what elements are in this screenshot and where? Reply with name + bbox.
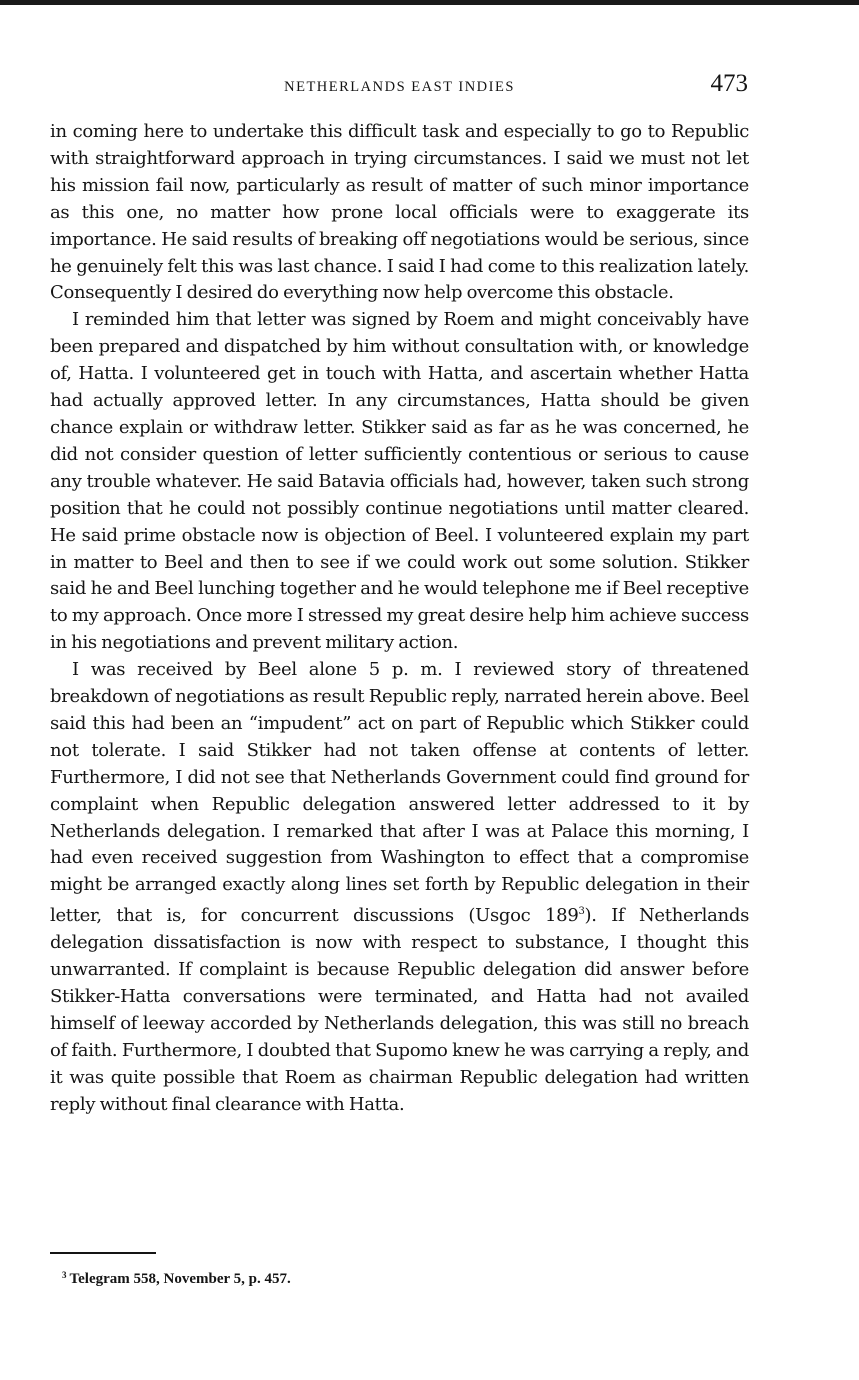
footnote-reference: 3 [578, 906, 585, 918]
paragraph-3 [50, 657, 749, 1118]
footnote-rule [50, 1252, 156, 1254]
running-title: NETHERLANDS EAST INDIES [284, 79, 515, 95]
page-top-border [0, 0, 859, 5]
body-text [50, 119, 749, 1119]
running-head [50, 70, 749, 104]
footnote [62, 1270, 291, 1288]
paragraph-3-continuation: ). If Netherlands delegation dissatisfaction is now with respect to substance, I thought this unwarranted. If complaint is because Republic delegation did answer before Stikker-Hatta conversations were terminated, and Hatta had not availed himself of leeway accorded by Netherlands delegation, this was still no breach of faith. Furthermore, I doubted that Supomo knew he was carrying a reply, and it was quite possible that Roem as chairman Republic delegation had written reply without final clearance with Hatta. [50, 905, 750, 1115]
paragraph-3-text: I was received by Beel alone 5 p. m. I reviewed story of threatened breakdown of negotiations as result Republic reply, narrated herein above. Beel said this had been an “impudent” act on part of Republic which Stikker could not tolerate. I said Stikker had not taken offense at contents of letter. Furthermore, I did not see that Netherlands Government could find ground for complaint when Republic delegation answered letter addressed to it by Netherlands delegation. I remarked that after I was at Palace this morning, I had even received suggestion from Washington to effect that a compromise might be arranged exactly along lines set forth by Republic delegation in their letter, that is, for concurrent discussions (Usgoc 189 [50, 659, 749, 927]
paragraph-2: I reminded him that letter was signed by Roem and might conceivably have been prepared and dispatched by him without consultation with, or knowledge of, Hatta. I volunteered get in touch with Hatta, and ascertain whether Hatta had actually approved letter. In any circumstances, Hatta should be given chance explain or withdraw letter. Stikker said as far as he was concerned, he did not consider question of letter sufficiently contentious or serious to cause any trouble whatever. He said Batavia officials had, however, taken such strong position that he could not possibly continue negotiations until matter cleared. He said prime obstacle now is objection of Beel. I volunteered explain my part in matter to Beel and then to see if we could work out some solution. Stikker said he and Beel lunching together and he would telephone me if Beel receptive to my approach. Once more I stressed my great desire help him achieve success in his negotiations and prevent military action. [50, 309, 749, 654]
paragraph-1: in coming here to undertake this difficult task and especially to go to Republic with straightforward approach in trying circumstances. I said we must not let his mission fail now, particularly as result of matter of such minor importance as this one, no matter how prone local officials were to exaggerate its importance. He said results of breaking off negotiations would be serious, since he genuinely felt this was last chance. I said I had come to this realization lately. Consequently I desired do everything now help overcome this obstacle. [50, 121, 749, 304]
footnote-marker: 3 [62, 1270, 67, 1280]
page-number: 473 [710, 70, 748, 97]
footnote-text: Telegram 558, November 5, p. 457. [69, 1271, 291, 1287]
